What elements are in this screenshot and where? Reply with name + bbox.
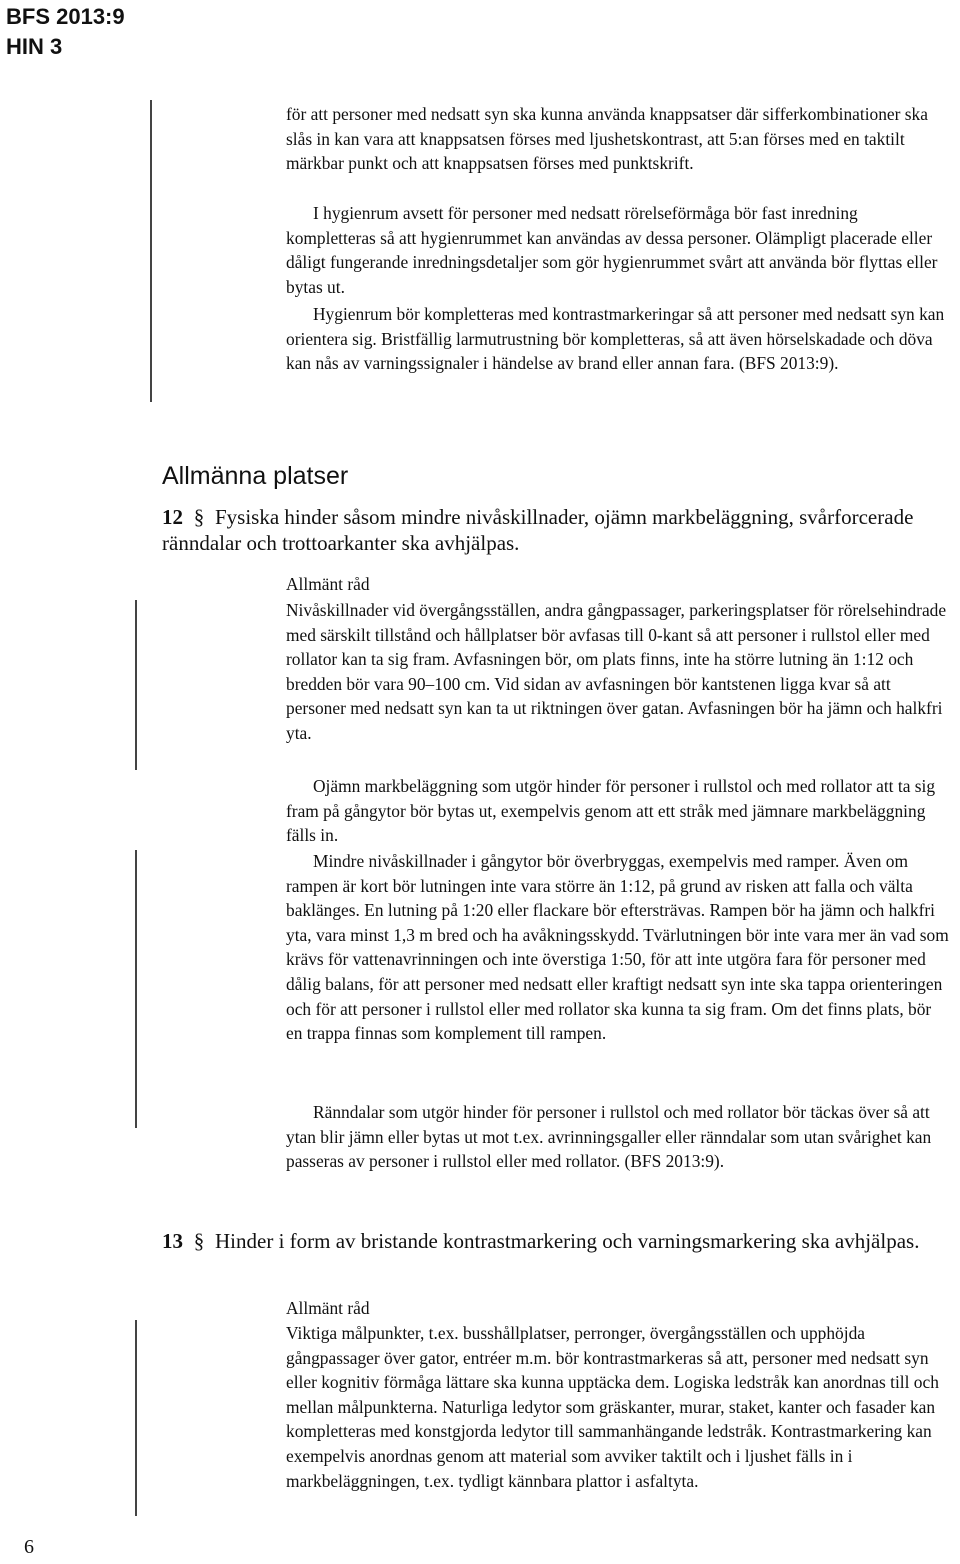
change-bar — [135, 600, 137, 770]
paragraph-sign: § — [193, 505, 205, 529]
paragraph-13 — [162, 1228, 952, 1254]
paragraph-sign: § — [193, 1229, 205, 1253]
section-title: Allmänna platser — [162, 462, 349, 490]
paragraph-number: 12 — [162, 505, 183, 529]
advice-label: Allmänt råd — [286, 574, 370, 594]
advice-paragraph: Viktiga målpunkter, t.ex. busshållplatser, perronger, övergångsställen och upphöjda gångpassager över gator, entréer m.m. bör kontrastmarkeras så att, personer med nedsatt syn eller kognitiv förmåga lättare ska kunna upptäcka dem. Logiska ledstråk kan anordnas till och mellan målpunkterna. Naturliga ledytor som gräskanter, murar, staket, kanter och fasader kan kompletteras med konstgjorda ledytor till sammanhängande ledstråk. Kontrastmarkering kan exempelvis anordnas genom att material som avviker taktilt och i ljushet fälls in i markbeläggningen, t.ex. tydligt kännbara plattor i asfaltyta. — [286, 1323, 939, 1491]
intro-paragraph: för att personer med nedsatt syn ska kunna använda knappsatser där sifferkombinationer ska slås in kan vara att knappsatsen förses med ljushetskontrast, att 5:an förses med en taktilt märkbar punkt och att knappsatsen förses med punktskrift. — [286, 104, 928, 174]
page-number: 6 — [24, 1536, 34, 1558]
paragraph-text: Hinder i form av bristande kontrastmarkering och varningsmarkering ska avhjälpas. — [215, 1229, 920, 1253]
advice-paragraph: Nivåskillnader vid övergångsställen, andra gångpassager, parkeringsplatser för rörelsehindrade med särskilt tillstånd och hållplatser bör avfasas till 0-kant så att personer i rullstol eller med rollator kan ta sig fram. Avfasningen bör, om plats finns, inte ha större lutning än 1:12 och bredden bör vara 90–100 cm. Vid sidan av avfasningen bör kantstenen ligga kvar så att personer med nedsatt syn kan ta ut riktningen över gatan. Avfasningen bör ha jämn och halkfri yta. — [286, 600, 947, 743]
advice-paragraph: Ränndalar som utgör hinder för personer i rullstol och med rollator bör täckas över så att ytan blir jämn eller bytas ut mot t.ex. avrinningsgaller eller ränndalar som utan svårighet kan passeras av personer i rullstol eller med rollator. (BFS 2013:9). — [286, 1102, 932, 1172]
intro-paragraph: I hygienrum avsett för personer med nedsatt rörelseförmåga bör fast inredning kompletteras så att hygienrummet kan användas av dessa personer. Olämpligt placerade eller dåligt fungerande inredningsdetaljer som gör hygienrummet svårt att använda bör flyttas eller bytas ut. — [286, 203, 938, 297]
change-bar — [150, 100, 152, 402]
paragraph-text: Fysiska hinder såsom mindre nivåskillnader, ojämn markbeläggning, svårforcerade ränndalar och trottoarkanter ska avhjälpas. — [162, 505, 914, 555]
document-header — [6, 2, 125, 62]
change-bar — [135, 1320, 137, 1516]
advice-paragraph: Mindre nivåskillnader i gångytor bör överbryggas, exempelvis med ramper. Även om rampen är kort bör lutningen inte vara större än 1:12, på grund av risken att falla och välta baklänges. En lutning på 1:20 eller flackare bör eftersträvas. Rampen bör ha jämn och halkfri yta, vara minst 1,3 m bred och ha avåkningsskydd. Tvärlutningen bör inte vara mer än vad som krävs för vattenavrinningen och inte överstiga 1:50, för att inte utgöra fara för personer med dålig balans, för att personer med nedsatt eller kraftigt nedsatt syn inte ska tappa orienteringen och för att personer i rullstol eller med rollator ska kunna ta sig fram. Om det finns plats, bör en trappa finnas som komplement till rampen. — [286, 851, 949, 1044]
intro-paragraph: Hygienrum bör kompletteras med kontrastmarkeringar så att personer med nedsatt syn kan orientera sig. Bristfällig larmutrustning bör kompletteras, så att även hörselskadade och döva kan nås av varningssignaler i händelse av brand eller annan fara. (BFS 2013:9). — [286, 304, 945, 374]
advice-label: Allmänt råd — [286, 1298, 370, 1318]
change-bar — [135, 850, 137, 1128]
regulation-code: BFS 2013:9 — [6, 4, 125, 29]
advice-paragraph: Ojämn markbeläggning som utgör hinder för personer i rullstol och med rollator att ta sig fram på gångytor bör bytas ut, exempelvis genom att ett stråk med jämnare markbeläggning fälls in. — [286, 776, 936, 846]
regulation-part: HIN 3 — [6, 34, 63, 59]
paragraph-12 — [162, 504, 952, 556]
paragraph-number: 13 — [162, 1229, 183, 1253]
